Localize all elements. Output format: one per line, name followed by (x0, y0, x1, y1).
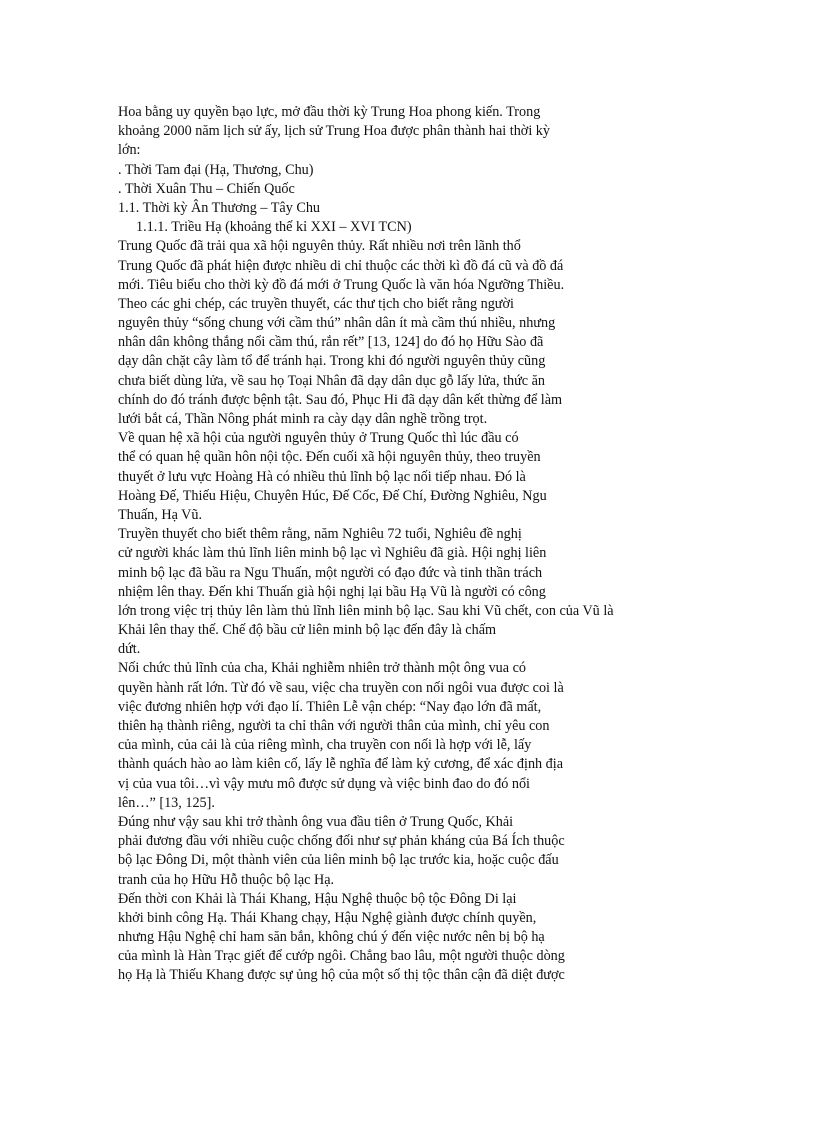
text-line: lớn: (118, 142, 141, 159)
list-item-tam-dai: . Thời Tam đại (Hạ, Thương, Chu) (118, 161, 314, 178)
text-line: Trung Quốc đã phát hiện được nhiều di chỉ thuộc các thời kì đồ đá cũ và đồ đá (118, 257, 564, 274)
text-line: Hoa bằng uy quyền bạo lực, mở đầu thời kỳ Trung Hoa phong kiến. Trong (118, 104, 541, 120)
text-line: cử người khác làm thủ lĩnh liên minh bộ lạc vì Nghiêu đã già. Hội nghị liên (118, 545, 547, 562)
text-line: việc đương nhiên hợp với đạo lí. Thiên Lễ vận chép: “Nay đạo lớn đã mất, (118, 698, 542, 715)
text-line: quyền hành rất lớn. Từ đó về sau, việc cha truyền con nối ngôi vua được coi là (118, 679, 564, 696)
text-line: nhiệm lên thay. Đến khi Thuấn già hội nghị lại bầu Hạ Vũ là người có công (118, 583, 546, 600)
text-line: dạy dân chặt cây làm tổ để tránh hại. Trong khi đó người nguyên thủy cũng (118, 353, 546, 370)
list-item-xuan-thu: . Thời Xuân Thu – Chiến Quốc (118, 180, 295, 197)
section-heading: 1.1. Thời kỳ Ân Thương – Tây Chu (118, 199, 321, 216)
text-line: chính do đó tránh được bệnh tật. Sau đó, Phục Hi đã dạy dân kết thừng để làm (118, 391, 563, 408)
text-line: nguyên thủy “sống chung với cầm thú” nhân dân ít mà cầm thú nhiều, nhưng (118, 315, 556, 332)
text-line: Khải lên thay thế. Chế độ bầu cử liên minh bộ lạc đến đây là chấm (118, 622, 497, 639)
text-line: thuyết ở lưu vực Hoàng Hà có nhiều thủ lĩnh bộ lạc nối tiếp nhau. Đó là (118, 468, 526, 485)
text-line: khởi binh công Hạ. Thái Khang chạy, Hậu Nghệ giành được chính quyền, (118, 909, 537, 926)
text-line: Trung Quốc đã trải qua xã hội nguyên thủy. Rất nhiều nơi trên lãnh thổ (118, 238, 521, 255)
text-line: vị của vua tôi…vì vậy mưu mô được sử dụng và việc binh đao do đó nổi (118, 775, 530, 792)
text-line: lớn trong việc trị thủy lên làm thủ lĩnh liên minh bộ lạc. Sau khi Vũ chết, con của Vũ là (118, 602, 614, 619)
text-line: của mình, của cải là của riêng mình, cha truyền con nối là hợp với lễ, lấy (118, 737, 532, 754)
text-line: chưa biết dùng lửa, về sau họ Toại Nhân đã dạy dân dục gỗ lấy lửa, thức ăn (118, 372, 546, 389)
text-line: Về quan hệ xã hội của người nguyên thủy ở Trung Quốc thì lúc đầu có (118, 430, 519, 447)
text-line: lên…” [13, 125]. (118, 794, 215, 811)
text-line: mới. Tiêu biểu cho thời kỳ đồ đá mới ở Trung Quốc là văn hóa Ngưỡng Thiều. (118, 276, 565, 293)
text-line: Theo các ghi chép, các truyền thuyết, các thư tịch cho biết rằng người (118, 295, 514, 312)
text-line: minh bộ lạc đã bầu ra Ngu Thuấn, một người có đạo đức và tinh thần trách (118, 564, 543, 581)
text-line: Thuấn, Hạ Vũ. (118, 506, 203, 523)
subsection-heading: 1.1.1. Triều Hạ (khoảng thế kỉ XXI – XVI TCN) (136, 219, 412, 236)
text-line: nhưng Hậu Nghệ chỉ ham săn bắn, không chú ý đến việc nước nên bị bộ hạ (118, 929, 545, 946)
text-line: lưới bắt cá, Thần Nông phát minh ra cày dạy dân nghề trồng trọt. (118, 411, 488, 427)
text-line: của mình là Hàn Trạc giết để cướp ngôi. Chẳng bao lâu, một người thuộc dòng (118, 948, 565, 965)
text-line: Truyền thuyết cho biết thêm rằng, năm Nghiêu 72 tuổi, Nghiêu đề nghị (118, 526, 522, 543)
text-line: Nối chức thủ lĩnh của cha, Khải nghiễm nhiên trở thành một ông vua có (118, 660, 527, 677)
text-line: bộ lạc Đông Di, một thành viên của liên minh bộ lạc trước kia, hoặc cuộc đấu (118, 852, 559, 869)
text-line: phải đương đầu với nhiều cuộc chống đối như sự phản kháng của Bá Ích thuộc (118, 833, 565, 850)
text-line: dứt. (118, 641, 141, 658)
text-line: Đúng như vậy sau khi trở thành ông vua đầu tiên ở Trung Quốc, Khải (118, 813, 514, 830)
text-line: khoảng 2000 năm lịch sử ấy, lịch sử Trung Hoa được phân thành hai thời kỳ (118, 123, 550, 140)
text-line: thành quách hào ao làm kiên cố, lấy lễ nghĩa để làm kỷ cương, để xác định địa (118, 756, 564, 773)
text-line: nhân dân không thắng nổi cầm thú, rắn rết” [13, 124] do đó họ Hữu Sào đã (118, 334, 544, 351)
text-line: thiên hạ thành riêng, người ta chỉ thân với người thân của mình, chỉ yêu con (118, 718, 550, 734)
text-line: họ Hạ là Thiếu Khang được sự ủng hộ của một số thị tộc thân cận đã diệt được (118, 967, 565, 984)
text-line: tranh của họ Hữu Hỗ thuộc bộ lạc Hạ. (118, 871, 335, 888)
text-line: Đến thời con Khải là Thái Khang, Hậu Nghệ thuộc bộ tộc Đông Di lại (118, 890, 517, 907)
text-line: Hoàng Đế, Thiếu Hiệu, Chuyên Húc, Đế Cốc, Đế Chí, Đường Nghiêu, Ngu (118, 487, 547, 504)
document-page (118, 103, 688, 986)
text-line: thể có quan hệ quần hôn nội tộc. Đến cuối xã hội nguyên thủy, theo truyền (118, 449, 541, 466)
